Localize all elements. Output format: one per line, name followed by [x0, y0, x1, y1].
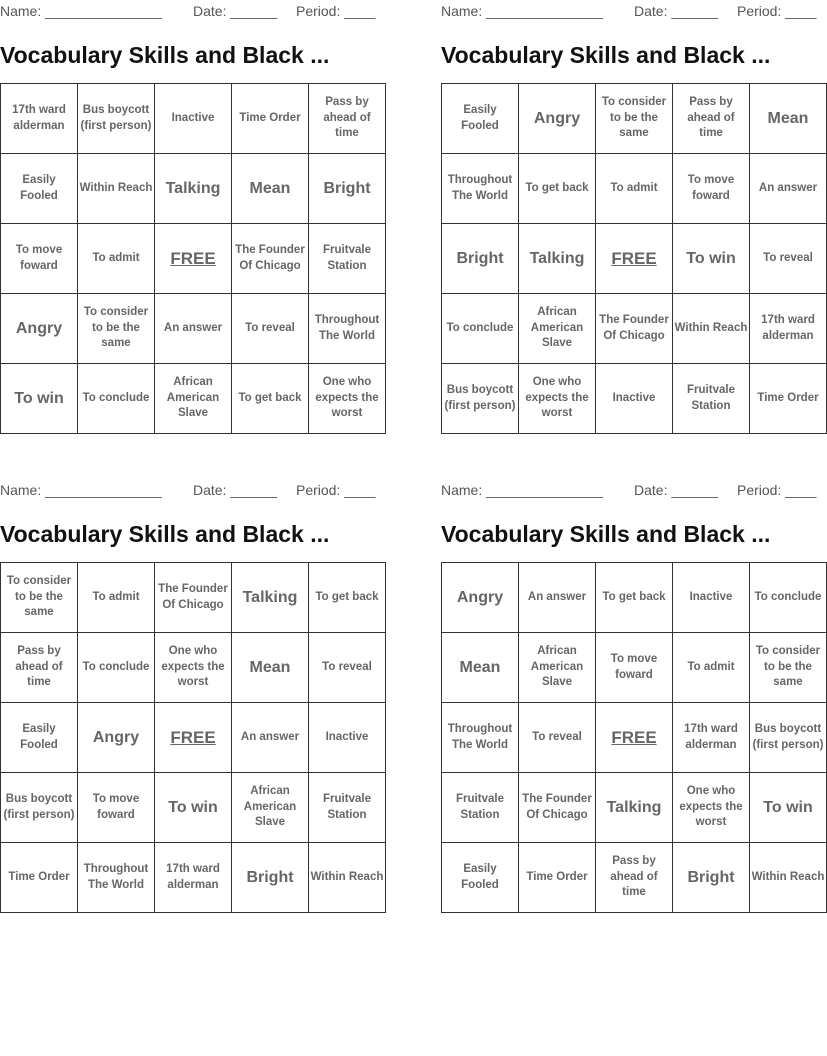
period-field: Period: ____	[737, 482, 817, 498]
bingo-cell: African American Slave	[232, 773, 309, 843]
bingo-cell: Mean	[232, 154, 309, 224]
period-field: Period: ____	[296, 3, 376, 19]
bingo-grid	[0, 83, 386, 434]
bingo-cell: To reveal	[750, 224, 827, 294]
student-info-header	[0, 0, 375, 22]
student-info-header	[441, 479, 816, 501]
bingo-cell: An answer	[155, 294, 232, 364]
bingo-cell: To admit	[673, 633, 750, 703]
bingo-cell: To get back	[309, 563, 386, 633]
bingo-cell: Throughout The World	[442, 703, 519, 773]
bingo-grid	[441, 562, 827, 913]
bingo-cell: To win	[1, 364, 78, 434]
bingo-cell: Throughout The World	[309, 294, 386, 364]
bingo-cell: Bright	[673, 843, 750, 913]
bingo-cell: Easily Fooled	[1, 703, 78, 773]
bingo-cell: To move foward	[78, 773, 155, 843]
bingo-cell: Talking	[155, 154, 232, 224]
bingo-cell: Inactive	[673, 563, 750, 633]
grid-row	[442, 633, 827, 703]
bingo-cell: To get back	[232, 364, 309, 434]
grid-row	[442, 703, 827, 773]
bingo-cell: To consider to be the same	[750, 633, 827, 703]
bingo-cell: Inactive	[596, 364, 673, 434]
bingo-cell: Within Reach	[78, 154, 155, 224]
bingo-cell: Time Order	[1, 843, 78, 913]
bingo-cell: Mean	[442, 633, 519, 703]
period-field: Period: ____	[296, 482, 376, 498]
bingo-cell: Talking	[519, 224, 596, 294]
bingo-cell: One who expects the worst	[309, 364, 386, 434]
grid-row	[1, 294, 386, 364]
grid-row	[1, 364, 386, 434]
bingo-cell: Angry	[519, 84, 596, 154]
grid-row	[442, 773, 827, 843]
bingo-cell: To win	[750, 773, 827, 843]
bingo-cell: Fruitvale Station	[442, 773, 519, 843]
bingo-cell: Bus boycott (first person)	[750, 703, 827, 773]
bingo-cell: Bright	[442, 224, 519, 294]
student-info-header	[0, 479, 375, 501]
bingo-cell: Within Reach	[673, 294, 750, 364]
bingo-grid	[0, 562, 386, 913]
grid-row	[442, 364, 827, 434]
bingo-cell: Bus boycott (first person)	[442, 364, 519, 434]
bingo-cell: To reveal	[232, 294, 309, 364]
free-space: FREE	[155, 703, 232, 773]
grid-row	[442, 154, 827, 224]
grid-row	[1, 843, 386, 913]
bingo-cell: Bright	[232, 843, 309, 913]
bingo-cell: Throughout The World	[442, 154, 519, 224]
grid-row	[442, 84, 827, 154]
bingo-cell: To admit	[78, 563, 155, 633]
free-space: FREE	[596, 703, 673, 773]
bingo-cell: Inactive	[309, 703, 386, 773]
bingo-cell: Pass by ahead of time	[309, 84, 386, 154]
name-field: Name: _______________	[441, 482, 603, 498]
bingo-cell: Easily Fooled	[442, 84, 519, 154]
name-field: Name: _______________	[441, 3, 603, 19]
card-title: Vocabulary Skills and Black ...	[0, 42, 330, 68]
bingo-cell: To admit	[596, 154, 673, 224]
bingo-cell: Time Order	[232, 84, 309, 154]
bingo-cell: 17th ward alderman	[673, 703, 750, 773]
bingo-cell: Pass by ahead of time	[1, 633, 78, 703]
bingo-cell: To consider to be the same	[78, 294, 155, 364]
bingo-cell: An answer	[232, 703, 309, 773]
student-info-header	[441, 0, 816, 22]
bingo-cell: Inactive	[155, 84, 232, 154]
bingo-cell: To move foward	[673, 154, 750, 224]
bingo-cell: To get back	[596, 563, 673, 633]
bingo-cell: The Founder Of Chicago	[596, 294, 673, 364]
bingo-cell: To consider to be the same	[596, 84, 673, 154]
bingo-cell: Angry	[78, 703, 155, 773]
grid-row	[1, 154, 386, 224]
bingo-cell: Angry	[1, 294, 78, 364]
grid-row	[442, 563, 827, 633]
date-field: Date: ______	[193, 482, 278, 498]
bingo-cell: To admit	[78, 224, 155, 294]
grid-row	[1, 703, 386, 773]
bingo-grid	[441, 83, 827, 434]
bingo-cell: To move foward	[596, 633, 673, 703]
date-field: Date: ______	[634, 482, 719, 498]
free-space: FREE	[155, 224, 232, 294]
bingo-cell: African American Slave	[155, 364, 232, 434]
bingo-cell: To conclude	[78, 364, 155, 434]
bingo-cell: To conclude	[750, 563, 827, 633]
bingo-cell: Talking	[232, 563, 309, 633]
bingo-cell: Time Order	[519, 843, 596, 913]
grid-row	[442, 843, 827, 913]
grid-row	[1, 224, 386, 294]
bingo-cell: To consider to be the same	[1, 563, 78, 633]
date-field: Date: ______	[634, 3, 719, 19]
card-title: Vocabulary Skills and Black ...	[0, 521, 330, 547]
grid-row	[1, 84, 386, 154]
bingo-cell: African American Slave	[519, 294, 596, 364]
grid-row	[1, 633, 386, 703]
bingo-cell: To move foward	[1, 224, 78, 294]
grid-row	[1, 563, 386, 633]
bingo-cell: Mean	[750, 84, 827, 154]
grid-row	[442, 224, 827, 294]
card-title: Vocabulary Skills and Black ...	[441, 521, 771, 547]
date-field: Date: ______	[193, 3, 278, 19]
bingo-cell: Easily Fooled	[442, 843, 519, 913]
bingo-cell: Fruitvale Station	[309, 224, 386, 294]
bingo-cell: Throughout The World	[78, 843, 155, 913]
bingo-cell: The Founder Of Chicago	[519, 773, 596, 843]
bingo-cell: To win	[155, 773, 232, 843]
bingo-cell: Within Reach	[750, 843, 827, 913]
bingo-cell: One who expects the worst	[155, 633, 232, 703]
bingo-cell: To conclude	[442, 294, 519, 364]
period-field: Period: ____	[737, 3, 817, 19]
bingo-cell: One who expects the worst	[673, 773, 750, 843]
name-field: Name: _______________	[0, 3, 162, 19]
bingo-cell: To reveal	[309, 633, 386, 703]
bingo-cell: Pass by ahead of time	[673, 84, 750, 154]
bingo-cell: Angry	[442, 563, 519, 633]
bingo-cell: Pass by ahead of time	[596, 843, 673, 913]
bingo-cell: One who expects the worst	[519, 364, 596, 434]
bingo-cell: To get back	[519, 154, 596, 224]
bingo-cell: Fruitvale Station	[673, 364, 750, 434]
bingo-cell: Within Reach	[309, 843, 386, 913]
bingo-cell: Bus boycott (first person)	[78, 84, 155, 154]
bingo-cell: Mean	[232, 633, 309, 703]
bingo-cell: An answer	[519, 563, 596, 633]
grid-row	[1, 773, 386, 843]
bingo-cell: 17th ward alderman	[1, 84, 78, 154]
card-title: Vocabulary Skills and Black ...	[441, 42, 771, 68]
bingo-cell: 17th ward alderman	[750, 294, 827, 364]
bingo-cell: Fruitvale Station	[309, 773, 386, 843]
bingo-cell: Talking	[596, 773, 673, 843]
bingo-cell: 17th ward alderman	[155, 843, 232, 913]
bingo-cell: The Founder Of Chicago	[155, 563, 232, 633]
bingo-cell: Easily Fooled	[1, 154, 78, 224]
grid-row	[442, 294, 827, 364]
bingo-cell: Time Order	[750, 364, 827, 434]
name-field: Name: _______________	[0, 482, 162, 498]
bingo-cell: An answer	[750, 154, 827, 224]
bingo-cell: To reveal	[519, 703, 596, 773]
bingo-cell: To win	[673, 224, 750, 294]
free-space: FREE	[596, 224, 673, 294]
bingo-cell: African American Slave	[519, 633, 596, 703]
bingo-cell: To conclude	[78, 633, 155, 703]
bingo-cell: Bus boycott (first person)	[1, 773, 78, 843]
bingo-cell: Bright	[309, 154, 386, 224]
bingo-cell: The Founder Of Chicago	[232, 224, 309, 294]
